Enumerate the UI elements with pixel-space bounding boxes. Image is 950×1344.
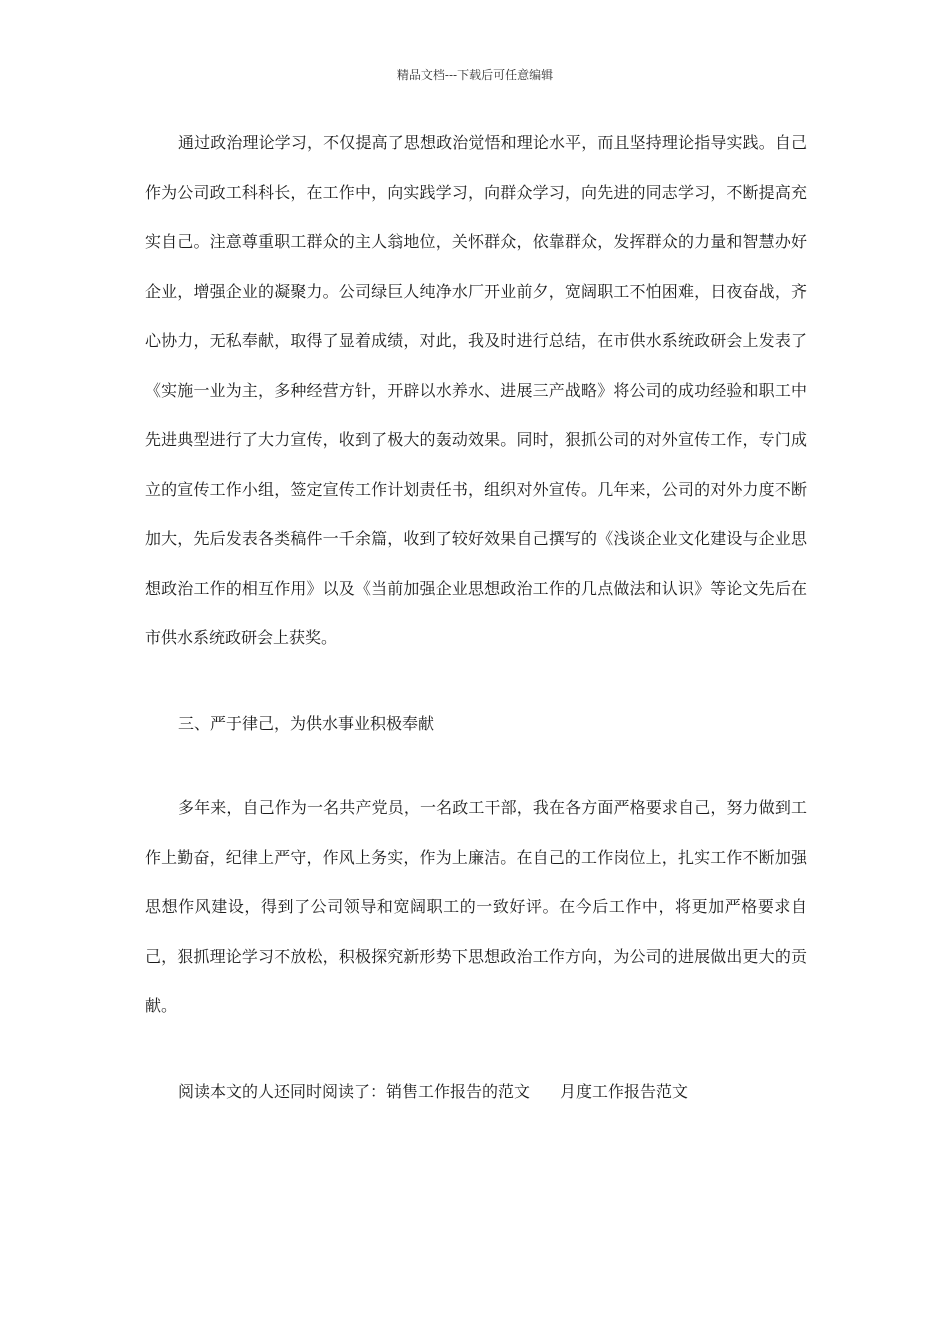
related-link-sales-report[interactable]: 销售工作报告的范文	[386, 1081, 531, 1101]
body-paragraph-2: 多年来，自己作为一名共产党员，一名政工干部，我在各方面严格要求自己，努力做到工作上勤奋，纪律上严守，作风上务实，作为上廉洁。在自己的工作岗位上，扎实工作不断加强思想作风建设，得到了公司领导和宽阔职工的一致好评。在今后工作中，将更加严格要求自己，狠抓理论学习不放松，积极探究新形势下思想政治工作方向，为公司的进展做出更大的贡献。	[145, 798, 807, 1015]
section-heading: 三、严于律己，为供水事业积极奉献	[178, 713, 435, 733]
spacer	[145, 1031, 807, 1067]
page-header: 精品文档---下载后可任意编辑	[396, 68, 554, 82]
spacer	[145, 663, 807, 699]
spacer	[145, 748, 807, 783]
related-link-monthly-report[interactable]: 月度工作报告范文	[560, 1081, 689, 1101]
document-body	[145, 118, 807, 1116]
related-reading	[145, 1067, 807, 1117]
body-paragraph-1: 通过政治理论学习，不仅提高了思想政治觉悟和理论水平，而且坚持理论指导实践。自己作为公司政工科科长，在工作中，向实践学习，向群众学习，向先进的同志学习，不断提高充实自己。注意尊重职工群众的主人翁地位，关怀群众，依靠群众，发挥群众的力量和智慧办好企业，增强企业的凝聚力。公司绿巨人纯净水厂开业前夕，宽阔职工不怕困难，日夜奋战，齐心协力，无私奉献，取得了显着成绩，对此，我及时进行总结，在市供水系统政研会上发表了《实施一业为主，多种经营方针，开辟以水养水、进展三产战略》将公司的成功经验和职工中先进典型进行了大力宣传，收到了极大的轰动效果。同时，狠抓公司的对外宣传工作，专门成立的宣传工作小组，签定宣传工作计划责任书，组织对外宣传。几年来，公司的对外力度不断加大，先后发表各类稿件一千余篇，收到了较好效果自己撰写的《浅谈企业文化建设与企业思想政治工作的相互作用》以及《当前加强企业思想政治工作的几点做法和认识》等论文先后在市供水系统政研会上获奖。	[145, 133, 807, 647]
related-reading-prefix: 阅读本文的人还同时阅读了：	[178, 1081, 387, 1101]
